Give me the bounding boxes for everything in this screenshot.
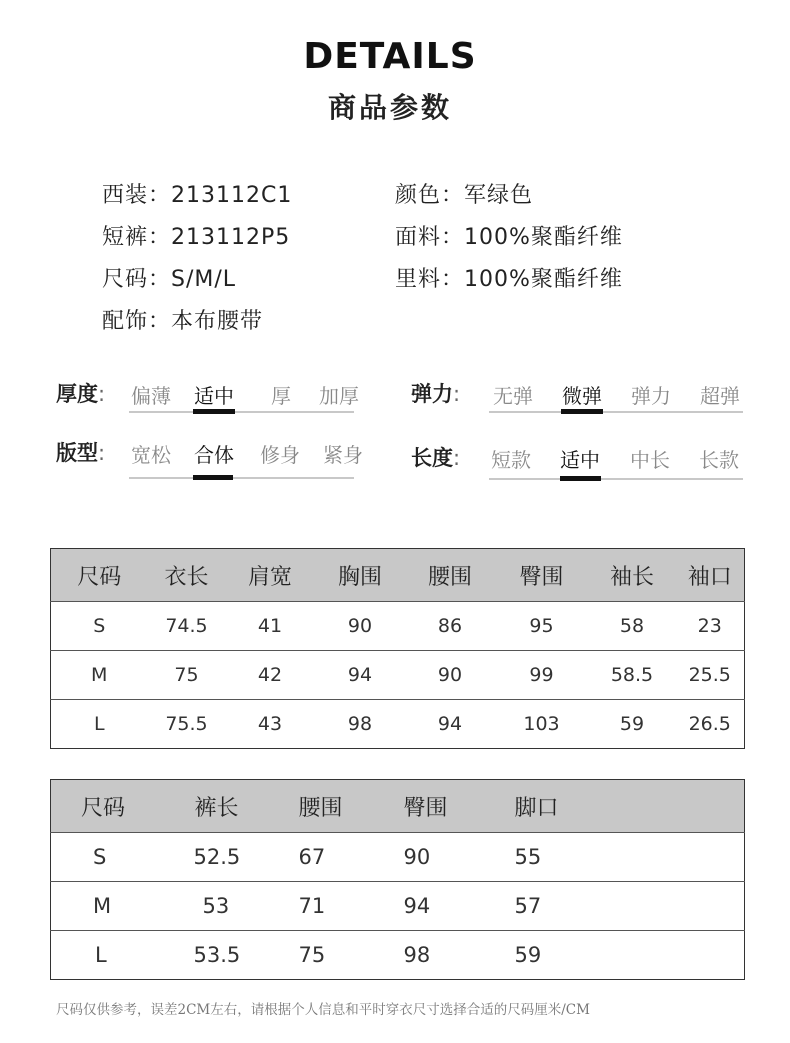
thickness-label: 厚度: [56, 382, 106, 406]
table-cell: 99 [495, 651, 589, 700]
spec-shorts-code: 短裤：213112P5 [102, 225, 291, 250]
table-cell: 94 [406, 700, 495, 749]
thickness-option: 偏薄 [131, 384, 171, 408]
table-cell: 59 [514, 931, 745, 980]
table-cell: 26.5 [676, 700, 745, 749]
suit-size-table [50, 548, 745, 749]
table-cell: 94 [403, 882, 514, 931]
table-cell: 42 [226, 651, 315, 700]
length-option: 中长 [630, 448, 670, 472]
elasticity-label: 弹力: [411, 382, 461, 406]
length-indicator [560, 476, 601, 481]
table-row [51, 882, 745, 931]
column-header: 袖口 [676, 549, 745, 602]
size-footnote: 尺码仅供参考，误差2CM左右，请根据个人信息和平时穿衣尺寸选择合适的尺码厘米/CM [56, 1002, 590, 1018]
table-cell: 55 [514, 833, 745, 882]
table-row [51, 602, 745, 651]
fit-option-selected: 合体 [194, 443, 234, 467]
fit-option: 修身 [260, 443, 300, 467]
thickness-scale [129, 411, 354, 413]
fit-indicator [193, 475, 233, 480]
table-cell: 90 [403, 833, 514, 882]
table-cell: 41 [226, 602, 315, 651]
table-cell: L [51, 931, 194, 980]
elasticity-scale [489, 411, 743, 413]
thickness-option: 加厚 [319, 384, 359, 408]
column-header: 腰围 [298, 780, 403, 833]
table-cell: 23 [676, 602, 745, 651]
table-row [51, 651, 745, 700]
fit-label: 版型: [56, 441, 106, 465]
table-cell: S [51, 602, 148, 651]
table-cell: M [51, 882, 194, 931]
fit-option: 宽松 [131, 443, 171, 467]
table-cell: 103 [495, 700, 589, 749]
thickness-indicator [193, 409, 235, 414]
column-header: 腰围 [406, 549, 495, 602]
table-cell: 52.5 [194, 833, 298, 882]
table-row [51, 931, 745, 980]
elasticity-option: 弹力 [631, 384, 671, 408]
elasticity-option: 超弹 [700, 384, 740, 408]
spec-fabric: 面料：100%聚酯纤维 [395, 225, 623, 250]
elasticity-indicator [561, 409, 603, 414]
table-cell: L [51, 700, 148, 749]
table-cell: 95 [495, 602, 589, 651]
spec-accessory: 配饰：本布腰带 [102, 309, 264, 334]
table-cell: 43 [226, 700, 315, 749]
column-header: 尺码 [51, 780, 194, 833]
table-cell: 58.5 [589, 651, 676, 700]
table-cell: 75 [148, 651, 226, 700]
table-cell: 75 [298, 931, 403, 980]
page-title: DETAILS [303, 36, 477, 77]
spec-sizes: 尺码：S/M/L [102, 267, 237, 292]
shorts-size-table [50, 779, 745, 980]
length-option-selected: 适中 [560, 448, 600, 472]
table-cell: 86 [406, 602, 495, 651]
table-cell: 90 [406, 651, 495, 700]
table-cell: 90 [315, 602, 406, 651]
table-cell: 98 [403, 931, 514, 980]
spec-suit-code: 西装：213112C1 [102, 183, 293, 208]
table-header-row [51, 549, 745, 602]
column-header: 衣长 [148, 549, 226, 602]
table-cell: 94 [315, 651, 406, 700]
column-header: 袖长 [589, 549, 676, 602]
table-cell: 71 [298, 882, 403, 931]
column-header: 尺码 [51, 549, 148, 602]
spec-color: 颜色：军绿色 [395, 183, 534, 208]
length-option: 长款 [699, 448, 739, 472]
table-cell: 67 [298, 833, 403, 882]
table-cell: 53.5 [194, 931, 298, 980]
column-header: 裤长 [194, 780, 298, 833]
elasticity-option: 无弹 [493, 384, 533, 408]
table-cell: 25.5 [676, 651, 745, 700]
table-cell: 57 [514, 882, 745, 931]
column-header: 臀围 [403, 780, 514, 833]
table-cell: 53 [194, 882, 298, 931]
fit-scale [129, 477, 354, 479]
table-cell: 75.5 [148, 700, 226, 749]
elasticity-option-selected: 微弹 [562, 384, 602, 408]
thickness-option: 厚 [271, 384, 291, 408]
column-header: 脚口 [514, 780, 745, 833]
table-cell: 59 [589, 700, 676, 749]
table-row [51, 833, 745, 882]
thickness-option-selected: 适中 [194, 384, 234, 408]
table-cell: 58 [589, 602, 676, 651]
length-label: 长度: [411, 446, 461, 470]
fit-option: 紧身 [323, 443, 363, 467]
table-cell: M [51, 651, 148, 700]
table-cell: S [51, 833, 194, 882]
length-option: 短款 [491, 448, 531, 472]
length-scale [489, 478, 743, 480]
column-header: 臀围 [495, 549, 589, 602]
table-cell: 74.5 [148, 602, 226, 651]
table-header-row [51, 780, 745, 833]
page-subtitle: 商品参数 [327, 91, 452, 124]
spec-lining: 里料：100%聚酯纤维 [395, 267, 623, 292]
table-cell: 98 [315, 700, 406, 749]
table-row [51, 700, 745, 749]
column-header: 胸围 [315, 549, 406, 602]
column-header: 肩宽 [226, 549, 315, 602]
